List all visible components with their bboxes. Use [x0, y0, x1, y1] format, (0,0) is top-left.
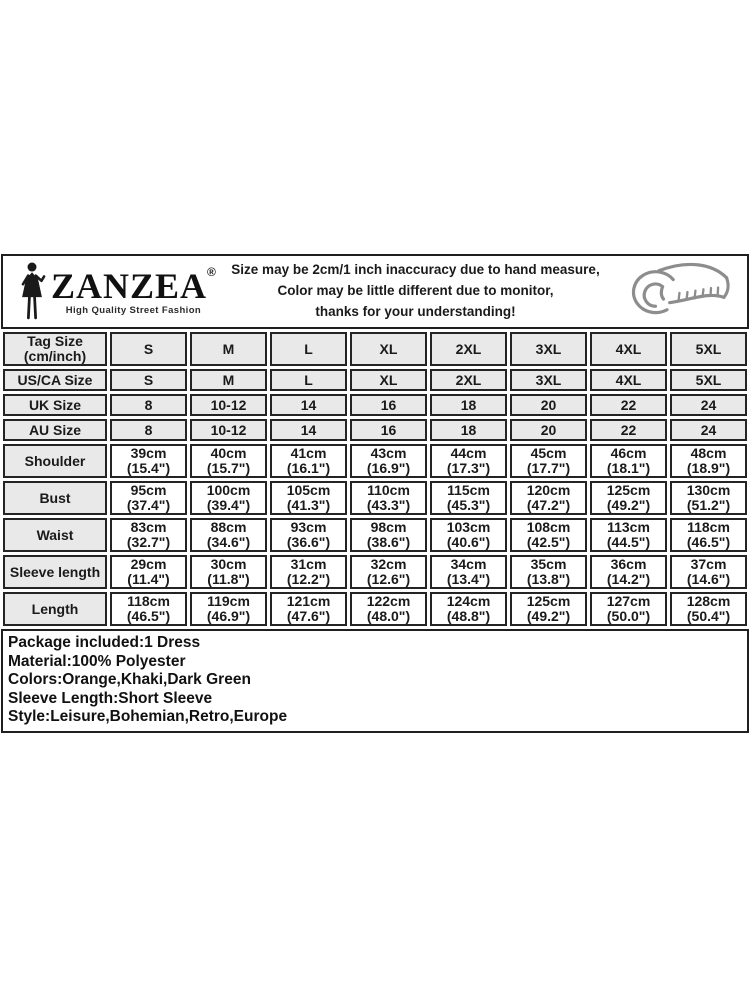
detail-line: Material:100% Polyester	[8, 652, 186, 670]
size-header-cell: 16	[350, 419, 427, 441]
measurement-cell: 124cm (48.8")	[430, 592, 507, 626]
row-label: Waist	[3, 518, 107, 552]
measurement-cell: 100cm (39.4")	[190, 481, 267, 515]
table-row	[3, 481, 747, 515]
measurement-cell: 34cm (13.4")	[430, 555, 507, 589]
size-header-cell: 16	[350, 394, 427, 416]
measurement-cell: 31cm (12.2")	[270, 555, 347, 589]
row-label: Bust	[3, 481, 107, 515]
measurement-cell: 108cm (42.5")	[510, 518, 587, 552]
size-header-cell: 14	[270, 394, 347, 416]
size-header-cell: 18	[430, 394, 507, 416]
size-header-cell: 2XL	[430, 332, 507, 366]
measurement-cell: 37cm (14.6")	[670, 555, 747, 589]
measurement-cell: 35cm (13.8")	[510, 555, 587, 589]
brand-name: ZANZEA	[51, 265, 208, 306]
disclaimer-line: Size may be 2cm/1 inch inaccuracy due to hand measure,	[231, 262, 600, 278]
measurement-cell: 110cm (43.3")	[350, 481, 427, 515]
measurement-cell: 44cm (17.3")	[430, 444, 507, 478]
registered-mark-icon: ®	[207, 264, 216, 279]
size-header-cell: 18	[430, 419, 507, 441]
brand-logo	[15, 261, 220, 323]
size-header-cell: 10-12	[190, 394, 267, 416]
disclaimer-line: thanks for your understanding!	[315, 303, 516, 319]
size-header-cell: S	[110, 369, 187, 391]
measurement-cell: 121cm (47.6")	[270, 592, 347, 626]
measurement-cell: 30cm (11.8")	[190, 555, 267, 589]
size-header-cell: 20	[510, 419, 587, 441]
measurement-cell: 118cm (46.5")	[110, 592, 187, 626]
row-label: UK Size	[3, 394, 107, 416]
size-header-cell: L	[270, 369, 347, 391]
measurement-cell: 127cm (50.0")	[590, 592, 667, 626]
measurement-cell: 120cm (47.2")	[510, 481, 587, 515]
table-row	[3, 369, 747, 391]
size-header-cell: 22	[590, 394, 667, 416]
product-details	[1, 629, 749, 733]
measurement-cell: 45cm (17.7")	[510, 444, 587, 478]
size-header-cell: M	[190, 369, 267, 391]
size-header-cell: 8	[110, 394, 187, 416]
size-header-cell: 20	[510, 394, 587, 416]
size-header-cell: 10-12	[190, 419, 267, 441]
size-disclaimer	[220, 260, 611, 323]
measurement-cell: 36cm (14.2")	[590, 555, 667, 589]
measurement-cell: 122cm (48.0")	[350, 592, 427, 626]
woman-silhouette-icon	[15, 261, 49, 323]
size-header-cell: 3XL	[510, 369, 587, 391]
size-header-cell: 24	[670, 419, 747, 441]
size-header-cell: XL	[350, 369, 427, 391]
measurement-cell: 40cm (15.7")	[190, 444, 267, 478]
measurement-cell: 29cm (11.4")	[110, 555, 187, 589]
detail-line: Package included:1 Dress	[8, 634, 201, 651]
measurement-cell: 88cm (34.6")	[190, 518, 267, 552]
size-header-cell: XL	[350, 332, 427, 366]
size-header-cell: S	[110, 332, 187, 366]
row-label: Sleeve length	[3, 555, 107, 589]
size-header-cell: 24	[670, 394, 747, 416]
size-header-cell: 14	[270, 419, 347, 441]
size-header-cell: 8	[110, 419, 187, 441]
measurement-cell: 46cm (18.1")	[590, 444, 667, 478]
measurement-cell: 125cm (49.2")	[590, 481, 667, 515]
measurement-cell: 39cm (15.4")	[110, 444, 187, 478]
size-header-cell: 4XL	[590, 332, 667, 366]
measurement-cell: 130cm (51.2")	[670, 481, 747, 515]
measuring-tape-icon	[614, 260, 736, 324]
brand-tagline: High Quality Street Fashion	[65, 304, 202, 316]
row-label: Shoulder	[3, 444, 107, 478]
measurement-cell: 128cm (50.4")	[670, 592, 747, 626]
measurement-cell: 103cm (40.6")	[430, 518, 507, 552]
row-label: AU Size	[3, 419, 107, 441]
detail-line: Style:Leisure,Bohemian,Retro,Europe	[8, 708, 288, 725]
measurement-cell: 119cm (46.9")	[190, 592, 267, 626]
measurement-cell: 32cm (12.6")	[350, 555, 427, 589]
table-row	[3, 518, 747, 552]
table-row	[3, 444, 747, 478]
detail-line: Colors:Orange,Khaki,Dark Green	[8, 671, 251, 688]
measurement-cell: 48cm (18.9")	[670, 444, 747, 478]
measurement-cell: 95cm (37.4")	[110, 481, 187, 515]
measurement-cell: 125cm (49.2")	[510, 592, 587, 626]
measurement-cell: 115cm (45.3")	[430, 481, 507, 515]
measurement-cell: 93cm (36.6")	[270, 518, 347, 552]
size-chart-header	[1, 254, 749, 329]
table-row	[3, 419, 747, 441]
row-label: Tag Size (cm/inch)	[3, 332, 107, 366]
detail-line: Sleeve Length:Short Sleeve	[8, 689, 213, 707]
size-header-cell: 4XL	[590, 369, 667, 391]
row-label: US/CA Size	[3, 369, 107, 391]
table-row	[3, 332, 747, 366]
size-table-body	[3, 332, 747, 626]
measurement-cell: 113cm (44.5")	[590, 518, 667, 552]
table-row	[3, 555, 747, 589]
row-label: Length	[3, 592, 107, 626]
table-row	[3, 394, 747, 416]
measurement-cell: 83cm (32.7")	[110, 518, 187, 552]
table-row	[3, 592, 747, 626]
brand-wordmark	[51, 264, 216, 316]
size-header-cell: 22	[590, 419, 667, 441]
disclaimer-line: Color may be little different due to monitor,	[277, 283, 554, 299]
size-header-cell: 5XL	[670, 369, 747, 391]
measurement-cell: 98cm (38.6")	[350, 518, 427, 552]
size-header-cell: M	[190, 332, 267, 366]
size-header-cell: 5XL	[670, 332, 747, 366]
size-header-cell: 3XL	[510, 332, 587, 366]
size-table	[0, 329, 750, 629]
size-header-cell: 2XL	[430, 369, 507, 391]
measurement-cell: 41cm (16.1")	[270, 444, 347, 478]
measurement-cell: 118cm (46.5")	[670, 518, 747, 552]
measurement-cell: 105cm (41.3")	[270, 481, 347, 515]
size-header-cell: L	[270, 332, 347, 366]
measurement-cell: 43cm (16.9")	[350, 444, 427, 478]
